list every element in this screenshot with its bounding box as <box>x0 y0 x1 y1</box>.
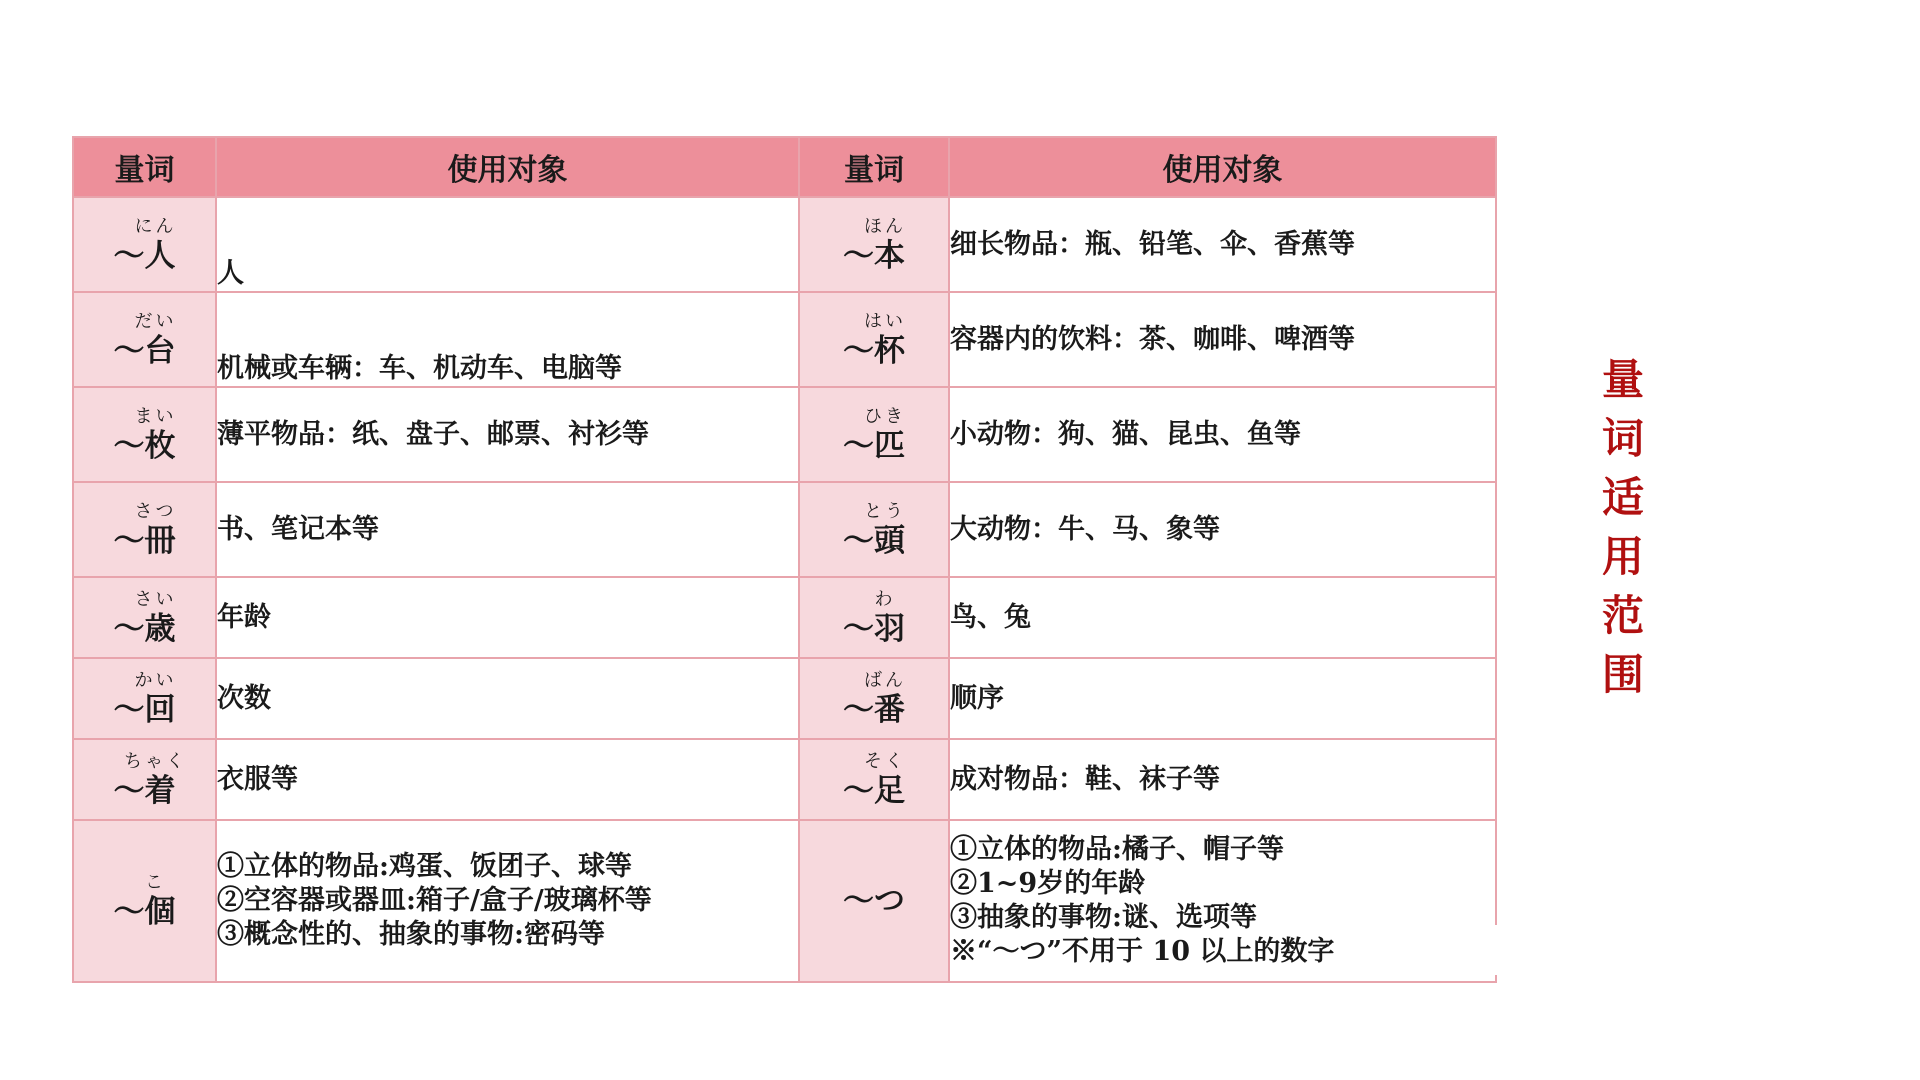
usage-cell-left <box>216 197 799 292</box>
table-row <box>73 197 1496 292</box>
counter-word: ～本 <box>843 237 905 274</box>
counter-cell-left <box>73 197 216 292</box>
table-row <box>73 482 1496 577</box>
usage-cell-right <box>949 577 1496 658</box>
furigana-reading: さい <box>134 588 177 610</box>
header-counter-right: 量词 <box>799 137 949 197</box>
usage-cell-left <box>216 658 799 739</box>
counter-word: ～頭 <box>843 522 905 559</box>
usage-text: 小动物：狗、猫、昆虫、鱼等 <box>950 418 1301 450</box>
counter-word: ～枚 <box>113 427 176 464</box>
furigana-reading: わ <box>874 588 896 610</box>
table-row <box>73 658 1496 739</box>
corner-mask <box>1462 925 1502 975</box>
counter-cell-left <box>73 482 216 577</box>
furigana-reading: だい <box>134 310 177 332</box>
counter-word: ～着 <box>113 772 176 809</box>
usage-cell-right <box>949 820 1496 982</box>
counter-cell-right <box>799 739 949 820</box>
usage-text: ①立体的物品:鸡蛋、饭团子、球等 <box>217 851 632 882</box>
side-title-char: 适 <box>1601 473 1644 522</box>
header-row <box>73 137 1496 197</box>
usage-text: ③抽象的事物:谜、选项等 <box>950 902 1257 933</box>
usage-cell-left <box>216 292 799 387</box>
usage-cell-right <box>949 658 1496 739</box>
header-usage-left: 使用对象 <box>216 137 799 197</box>
counter-cell-left <box>73 292 216 387</box>
counter-word: ～つ <box>843 883 905 919</box>
counter-cell-left <box>73 658 216 739</box>
furigana-reading: まい <box>134 405 177 427</box>
usage-cell-left <box>216 482 799 577</box>
usage-text: ②空容器或器皿:箱子/盒子/玻璃杯等 <box>217 885 652 916</box>
counter-cell-right <box>799 577 949 658</box>
usage-text: 大动物：牛、马、象等 <box>950 513 1220 545</box>
usage-text: 容器内的饮料：茶、咖啡、啤酒等 <box>950 323 1355 355</box>
usage-cell-left <box>216 739 799 820</box>
counter-cell-right <box>799 292 949 387</box>
counter-word: ～羽 <box>843 610 905 647</box>
counter-table <box>72 136 1497 983</box>
usage-text: ※“～つ”不用于 10 以上的数字 <box>950 936 1335 967</box>
usage-text: 机械或车辆：车、机动车、电脑等 <box>217 353 622 384</box>
counter-cell-left <box>73 820 216 982</box>
counter-word: ～冊 <box>113 522 176 559</box>
usage-text: 人 <box>217 258 244 289</box>
furigana-reading: ちゃく <box>124 750 187 772</box>
counter-cell-right <box>799 482 949 577</box>
usage-cell-left <box>216 387 799 482</box>
side-title-char: 范 <box>1601 591 1644 640</box>
furigana-reading: にん <box>134 215 177 237</box>
usage-text: 鸟、兔 <box>950 601 1031 633</box>
counter-word: ～足 <box>843 772 905 809</box>
furigana-reading: そく <box>864 750 906 772</box>
counter-cell-left <box>73 739 216 820</box>
usage-text: 衣服等 <box>217 763 298 795</box>
usage-cell-right <box>949 482 1496 577</box>
usage-cell-left <box>216 820 799 982</box>
usage-text: 书、笔记本等 <box>217 513 379 545</box>
counter-word: ～台 <box>113 332 176 369</box>
counter-cell-right <box>799 197 949 292</box>
counter-word: ～個 <box>113 894 176 930</box>
counter-cell-left <box>73 577 216 658</box>
usage-text: 次数 <box>217 682 271 714</box>
side-title-char: 量 <box>1601 355 1644 404</box>
furigana-reading: ひき <box>864 405 906 427</box>
usage-text: 细长物品：瓶、铅笔、伞、香蕉等 <box>950 228 1355 260</box>
header-usage-right: 使用对象 <box>949 137 1496 197</box>
side-title-char: 用 <box>1601 532 1644 581</box>
usage-text: ③概念性的、抽象的事物:密码等 <box>217 919 605 950</box>
counter-word: ～匹 <box>843 427 905 464</box>
usage-cell-right <box>949 387 1496 482</box>
counter-word: ～杯 <box>843 332 905 369</box>
usage-text: 成对物品：鞋、袜子等 <box>950 763 1220 795</box>
side-title-char: 围 <box>1601 650 1644 699</box>
table-row <box>73 820 1496 982</box>
header-counter-left: 量词 <box>73 137 216 197</box>
side-title-char: 词 <box>1601 414 1644 463</box>
counter-word: ～人 <box>113 237 176 274</box>
furigana-reading: こ <box>145 872 166 893</box>
table-row <box>73 292 1496 387</box>
usage-text: 顺序 <box>950 682 1004 714</box>
usage-text: ①立体的物品:橘子、帽子等 <box>950 834 1284 865</box>
counter-word: ～番 <box>843 691 905 728</box>
furigana-reading: さつ <box>134 500 177 522</box>
usage-cell-right <box>949 292 1496 387</box>
furigana-reading: ばん <box>864 669 906 691</box>
furigana-reading: はい <box>864 310 906 332</box>
furigana-reading: とう <box>864 500 906 522</box>
usage-cell-right <box>949 739 1496 820</box>
usage-text: 年龄 <box>217 601 271 633</box>
usage-text: 薄平物品：纸、盘子、邮票、衬衫等 <box>217 418 649 450</box>
counter-cell-right <box>799 658 949 739</box>
table-row <box>73 739 1496 820</box>
furigana-reading: ほん <box>864 215 906 237</box>
table-row <box>73 387 1496 482</box>
counter-word: ～回 <box>113 691 176 728</box>
usage-cell-left <box>216 577 799 658</box>
usage-cell-right <box>949 197 1496 292</box>
side-title <box>1598 350 1648 704</box>
furigana-reading: かい <box>134 669 177 691</box>
table-row <box>73 577 1496 658</box>
counter-cell-right <box>799 820 949 982</box>
counter-cell-right <box>799 387 949 482</box>
counter-cell-left <box>73 387 216 482</box>
counter-word: ～歳 <box>113 610 176 647</box>
usage-text: ②1~9岁的年龄 <box>950 868 1146 899</box>
